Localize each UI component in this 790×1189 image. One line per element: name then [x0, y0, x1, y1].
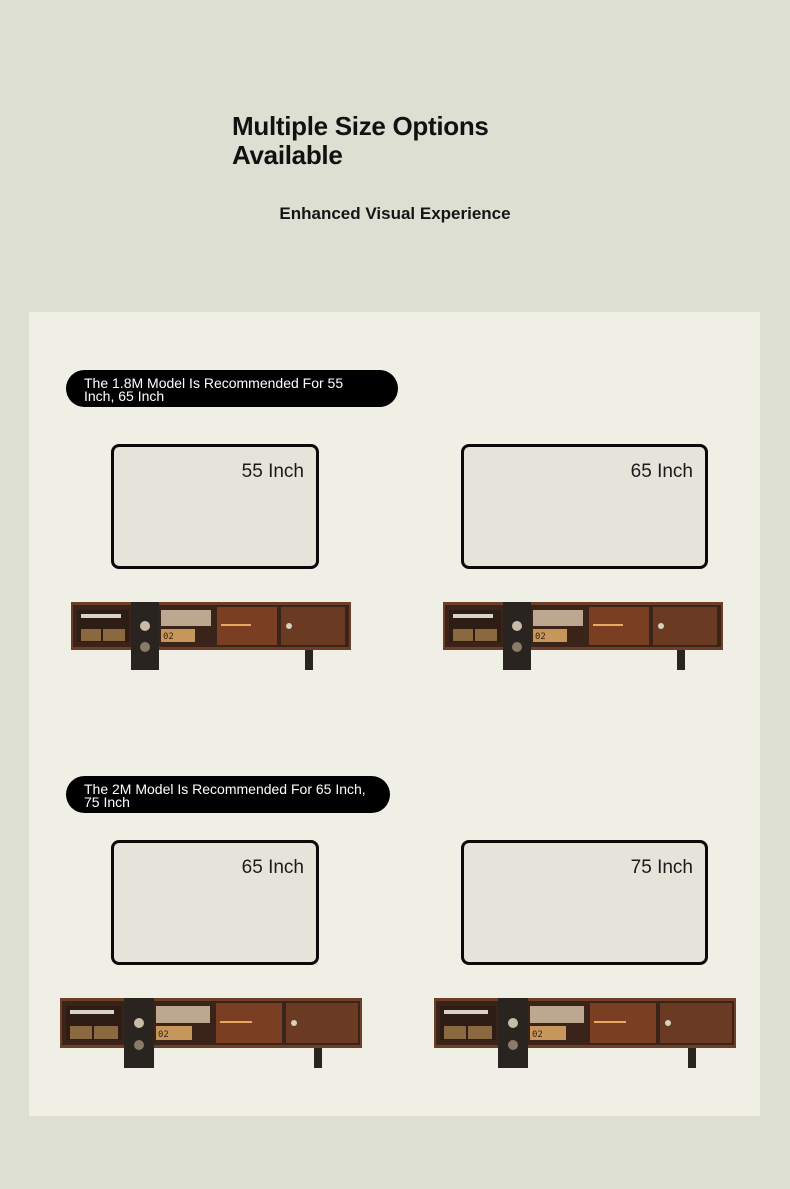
- group-1-label-pill: [66, 370, 398, 407]
- cabinet-box-label: 02: [158, 1030, 169, 1040]
- page-title: [232, 112, 572, 170]
- tv-size-label: 65 Inch: [630, 461, 693, 482]
- tv-outline-55: [111, 444, 319, 569]
- group-2-label-pill: [66, 776, 390, 813]
- tv-cabinet-image-4: [434, 998, 736, 1070]
- tv-cabinet-image-3: [60, 998, 362, 1070]
- cabinet-box-label: 02: [532, 1030, 543, 1040]
- group-1-label: The 1.8M Model Is Recommended For 55 Inch, 65 Inch: [84, 375, 344, 404]
- cabinet-box-label: 02: [535, 632, 546, 642]
- title-line-1: Multiple Size Options: [232, 111, 489, 141]
- tv-outline-65: [461, 444, 708, 569]
- header-section: [0, 0, 790, 300]
- tv-cabinet-image-1: [71, 602, 351, 672]
- tv-outline-75: [461, 840, 708, 965]
- tv-cabinet-image-2: [443, 602, 723, 672]
- group-2-label: The 2M Model Is Recommended For 65 Inch, 75 Inch: [84, 781, 366, 810]
- tv-size-label: 65 Inch: [241, 857, 304, 878]
- page-subtitle: Enhanced Visual Experience: [279, 204, 511, 223]
- tv-outline-65: [111, 840, 319, 965]
- size-options-panel: [29, 312, 760, 1116]
- tv-cabinet-illustration: [443, 602, 723, 672]
- tv-size-label: 75 Inch: [630, 857, 693, 878]
- tv-size-label: 55 Inch: [241, 461, 304, 482]
- tv-cabinet-illustration: [434, 998, 736, 1070]
- tv-cabinet-illustration: [71, 602, 351, 672]
- title-line-2: Available: [232, 140, 343, 170]
- tv-cabinet-illustration: [60, 998, 362, 1070]
- cabinet-box-label: 02: [163, 632, 174, 642]
